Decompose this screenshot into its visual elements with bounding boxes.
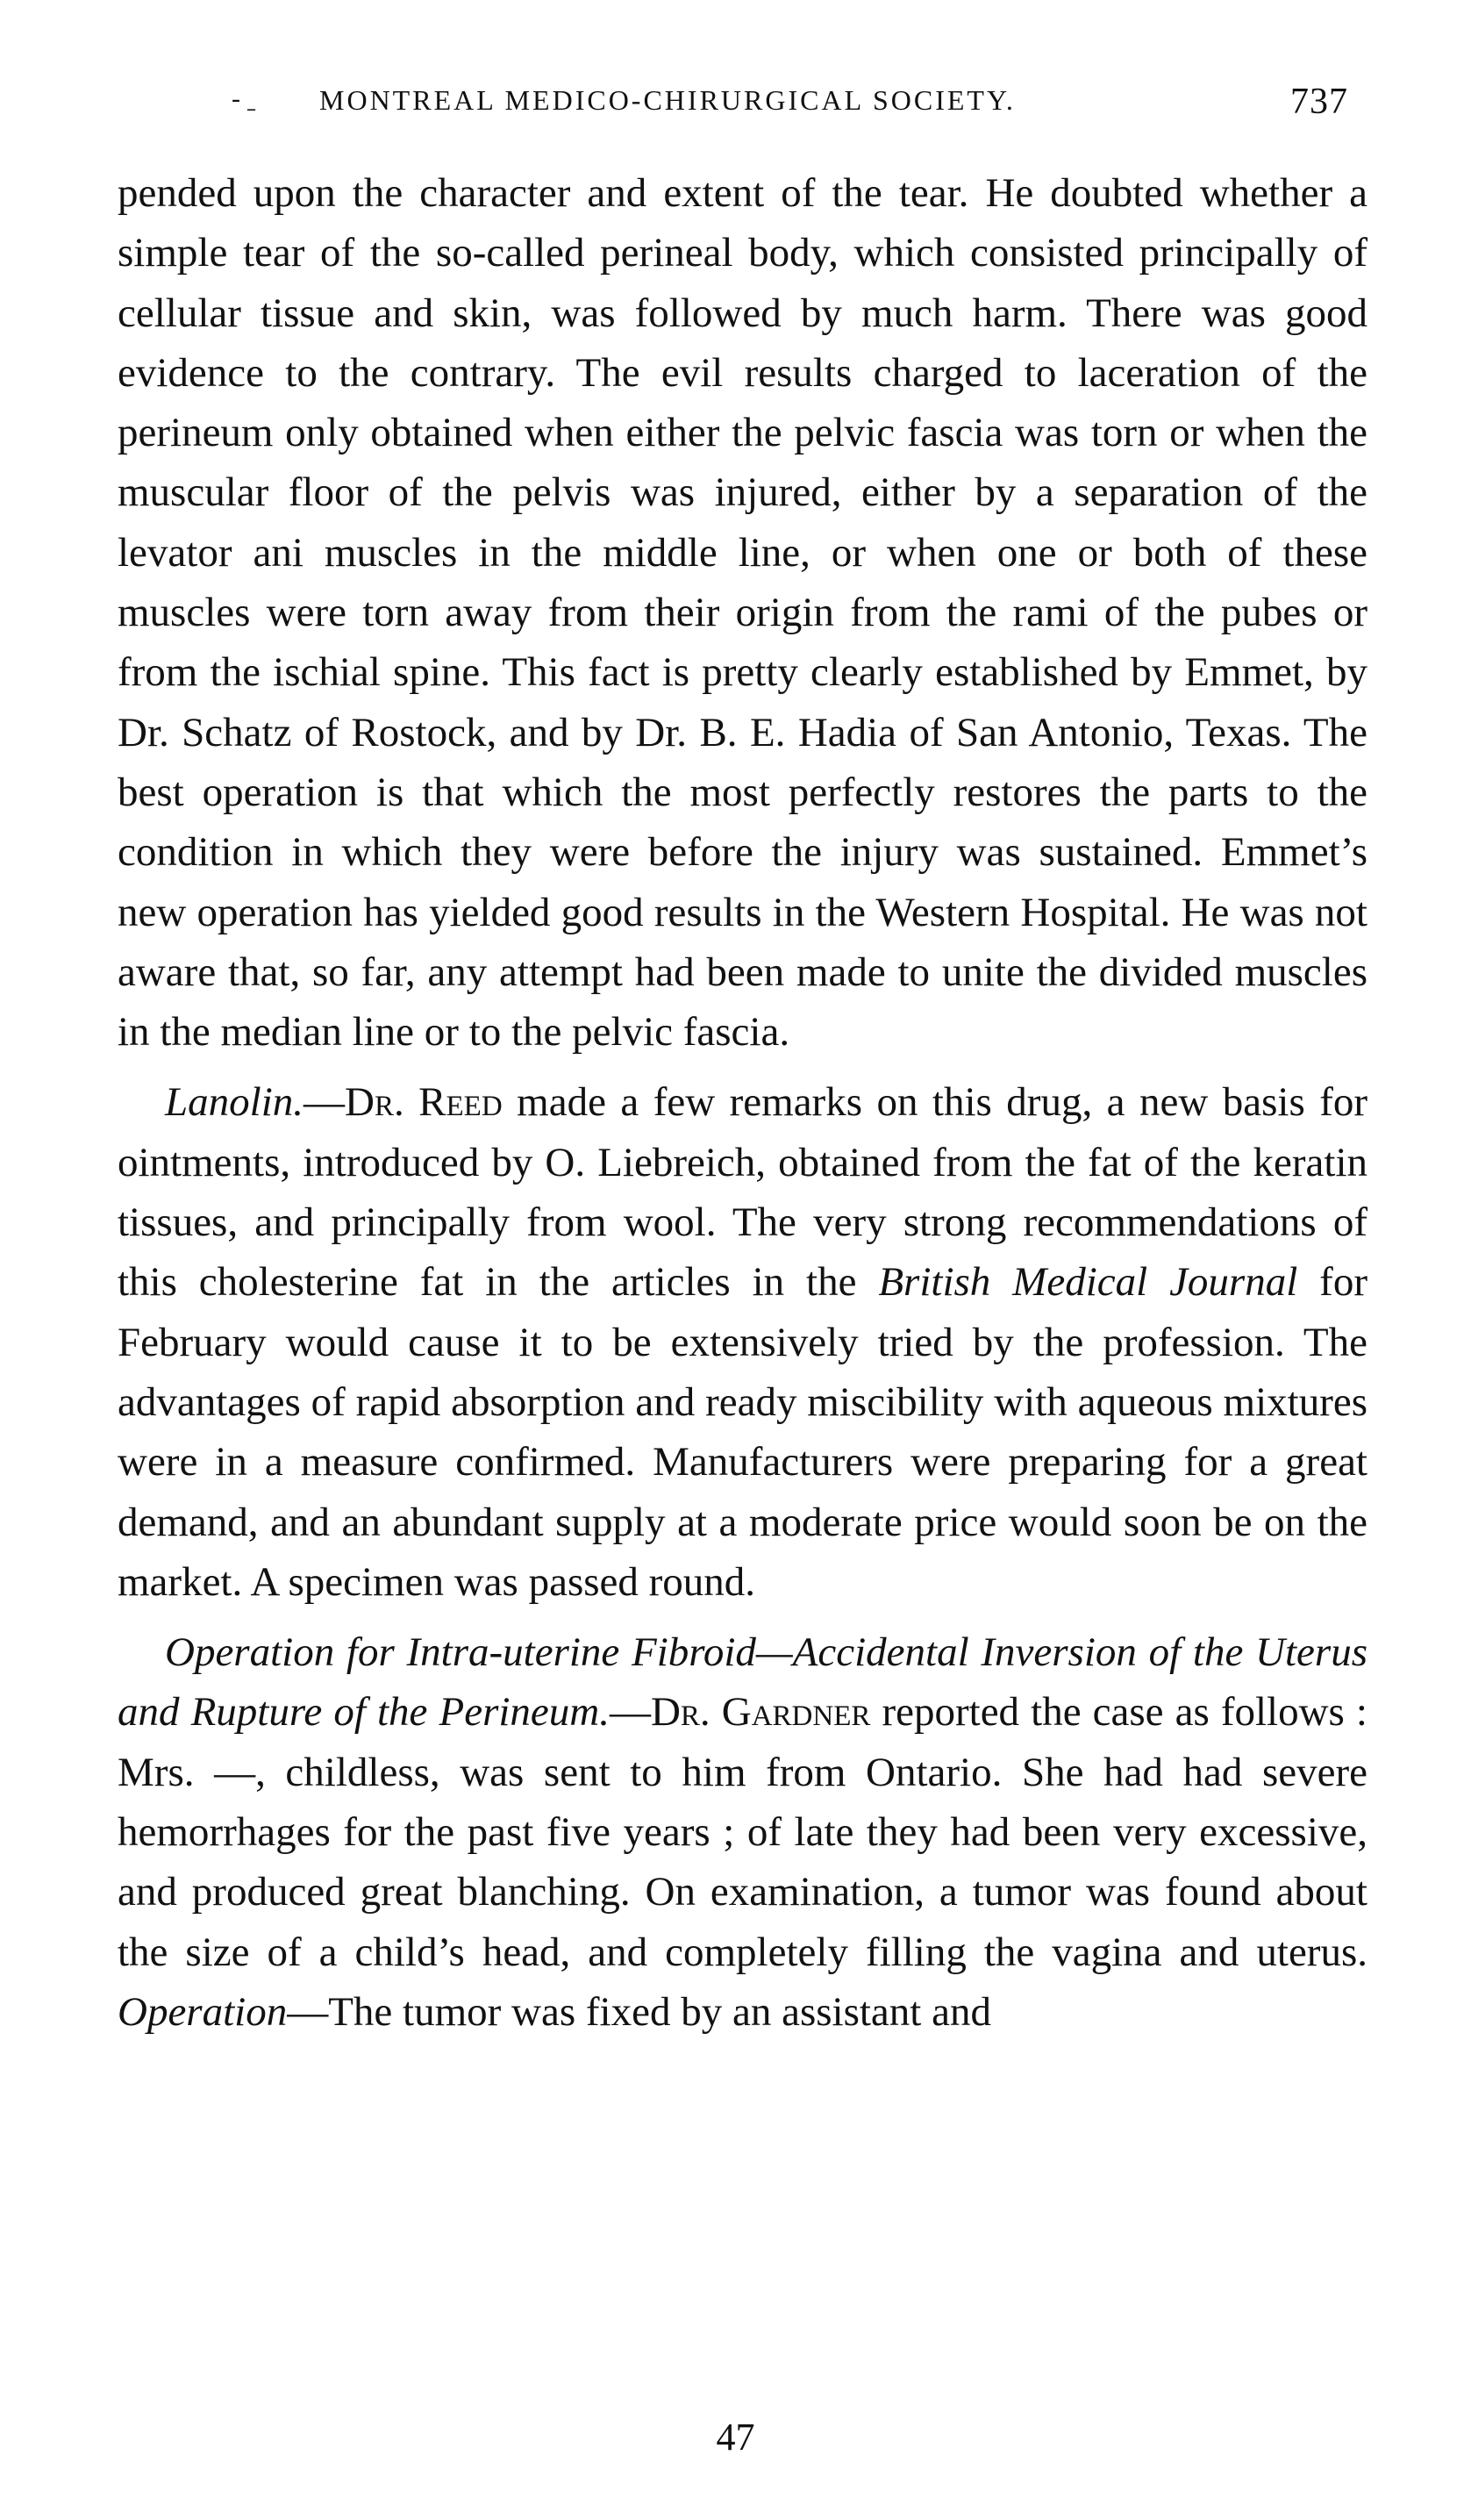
page-number: 737 (1290, 82, 1348, 122)
section-heading-lanolin: Lanolin. (165, 1079, 304, 1126)
speaker-name: Dr. Reed (345, 1079, 503, 1126)
paragraph-text: made a few remarks on this drug, a new basis for ointments, introduced by O. Liebreich, obtained from the fat of the keratin tissues, and principally from wool. The very strong recommendations of this cholesterine fat in the articles in the (118, 1079, 1367, 1306)
running-header (118, 81, 1348, 125)
em-dash: — (287, 1988, 329, 2035)
paragraph-fibroid (118, 1622, 1367, 2042)
header-mark: - ˍ (232, 84, 256, 113)
em-dash: — (303, 1079, 346, 1126)
paragraph-continued: pended upon the character and extent of the tear. He doubted whether a simple tear of the so-called perineal body, which consisted principally of cellular tissue and skin, was followed by much harm. There was good evidence to the contrary. The evil results charged to laceration of the perineum only obtained when either the pelvic fascia was torn or when the muscular floor of the pelvis was injured, either by a separation of the levator ani muscles in the middle line, or when one or both of these muscles were torn away from their origin from the rami of the pubes or from the ischial spine. This fact is pretty clearly established by Emmet, by Dr. Schatz of Rostock, and by Dr. B. E. Hadia of San Antonio, Texas. The best operation is that which the most perfectly restores the parts to the condition in which they were before the injury was sustained. Emmet’s new operation has yielded good results in the Western Hospital. He was not aware that, so far, any attempt had been made to unite the divided muscles in the median line or to the pelvic fascia. (118, 170, 1367, 1056)
signature-mark: 47 (716, 2416, 755, 2459)
em-dash: — (609, 1689, 651, 1736)
running-title: MONTREAL MEDICO-CHIRURGICAL SOCIETY. (319, 84, 1016, 116)
speaker-name: Dr. Gardner (650, 1689, 871, 1736)
paragraph-text: for February would cause it to be extensively tried by the profession. The advantages of rapid absorption and ready miscibility with aqueous mixtures were in a measure confirmed. Manufacturers were preparing for a great demand, and an abundant supply at a moderate price would soon be on the market. A specimen was passed round. (118, 1259, 1367, 1605)
body-text (118, 163, 1367, 2042)
paragraph-text: reported the case as follows : Mrs. —, childless, was sent to him from Ontario. She had had severe hemorrhages for the past five years ; of late they had been very excessive, and produced great blanching. On examination, a tumor was found about the size of a child’s head, and completely filling the vagina and uterus. (118, 1689, 1367, 1975)
paragraph-lanolin (118, 1072, 1367, 1612)
operation-label: Operation (118, 1988, 288, 2035)
paragraph-text: The tumor was fixed by an assistant and (328, 1988, 991, 2035)
journal-title: British Medical Journal (878, 1259, 1298, 1306)
section-heading-fibroid: Operation for Intra-uterine Fibroid—Accidental Inversion of the Uterus and Rupture of the Perineum. (118, 1629, 1367, 1736)
